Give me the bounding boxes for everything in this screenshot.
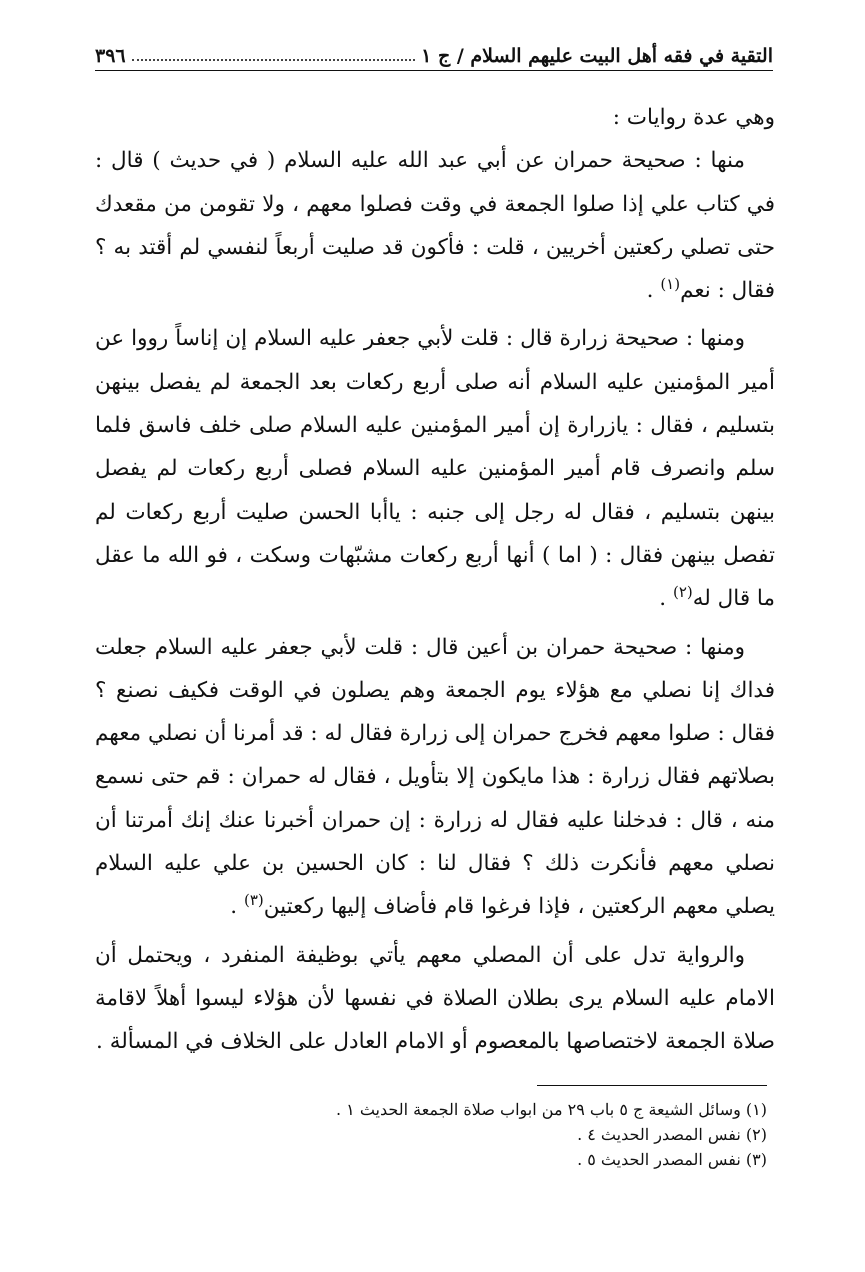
footnote-1: (١) وسائل الشيعة ج ٥ باب ٢٩ من ابواب صلاة الجمعة الحديث ١ . <box>335 1100 767 1119</box>
paragraph-text: ومنها : صحيحة زرارة قال : قلت لأبي جعفر عليه السلام إن إناساً رووا عن أمير المؤمنين عليه السلام أنه صلى أربع ركعات بعد الجمعة لم يفصل بينهن بتسليم ، فقال : يازرارة إن أمير المؤمنين عليه السلام صلى خلف فاسق فلما سلم وانصرف قام أمير المؤمنين عليه السلام فصلى أربع ركعات لم يفصل بينهن بتسليم ، فقال له رجل إلى جنبه : ياأبا الحسن صليت أربع ركعات لم تفصل بينهن فقال : ( اما ) أنها أربع ركعات مشبّهات وسكت ، فو الله ما عقل ما قال له <box>95 326 775 612</box>
paragraph-commentary: والرواية تدل على أن المصلي معهم يأتي بوظيفة المنفرد ، ويحتمل أن الامام عليه السلام يرى بطلان الصلاة في نفسها لأن هؤلاء ليسوا أهلاً لاقامة صلاة الجمعة لاختصاصها بالمعصوم أو الامام العادل على الخلاف في المسألة . <box>95 942 775 1055</box>
paragraph-end: . <box>646 278 661 304</box>
footnote-ref-1[interactable]: (١) <box>660 275 681 294</box>
page-number: ٣٩٦ <box>95 45 126 67</box>
paragraph-hadith-3 <box>95 626 775 929</box>
header-title: التقية في فقه أهل البيت عليهم السلام / ج ١ <box>421 45 773 67</box>
footnote-separator <box>537 1085 767 1086</box>
paragraph-hadith-2 <box>95 317 775 620</box>
paragraph-end: . <box>659 586 673 612</box>
paragraph-text: منها : صحيحة حمران عن أبي عبد الله عليه السلام ( في حديث ) قال : في كتاب علي إذا صلوا الجمعة في وقت فصلوا معهم ، ولا تقومن من مقعدك حتى تصلي ركعتين أخريين ، قلت : فأكون قد صليت أربعاً لنفسي لم أقتد به ؟ فقال : نعم <box>95 148 775 304</box>
footnote-ref-3[interactable]: (٣) <box>243 891 264 910</box>
main-text <box>95 96 775 1064</box>
paragraph-text: ومنها : صحيحة حمران بن أعين قال : قلت لأبي جعفر عليه السلام جعلت فداك إنا نصلي مع هؤلاء يوم الجمعة وهم يصلون في الوقت فكيف نصنع ؟ فقال : صلوا معهم فخرج حمران إلى زرارة فقال له : قد أمرنا أن نصلي معهم بصلاتهم فقال زرارة : هذا مايكون إلا بتأويل ، فقال له حمران : قم حتى نسمع منه ، قال : فدخلنا عليه فقال له زرارة : إن حمران أخبرنا عنك إنك أمرتنا أن نصلي معهم فأنكرت ذلك ؟ فقال لنا : كان الحسين بن علي عليه السلام يصلي معهم الركعتين ، فإذا فرغوا قام فأضاف إليها ركعتين <box>95 634 775 920</box>
footnote-2: (٢) نفس المصدر الحديث ٤ . <box>577 1125 767 1144</box>
paragraph-end: . <box>230 894 244 920</box>
header-leader-dots <box>132 59 416 61</box>
footnote-ref-2[interactable]: (٢) <box>672 583 693 602</box>
intro-line: وهي عدة روايات : <box>612 105 775 130</box>
footnotes <box>95 1097 767 1172</box>
footnote-3: (٣) نفس المصدر الحديث ٥ . <box>577 1150 767 1169</box>
paragraph-hadith-1 <box>95 139 775 312</box>
running-header <box>95 42 773 71</box>
